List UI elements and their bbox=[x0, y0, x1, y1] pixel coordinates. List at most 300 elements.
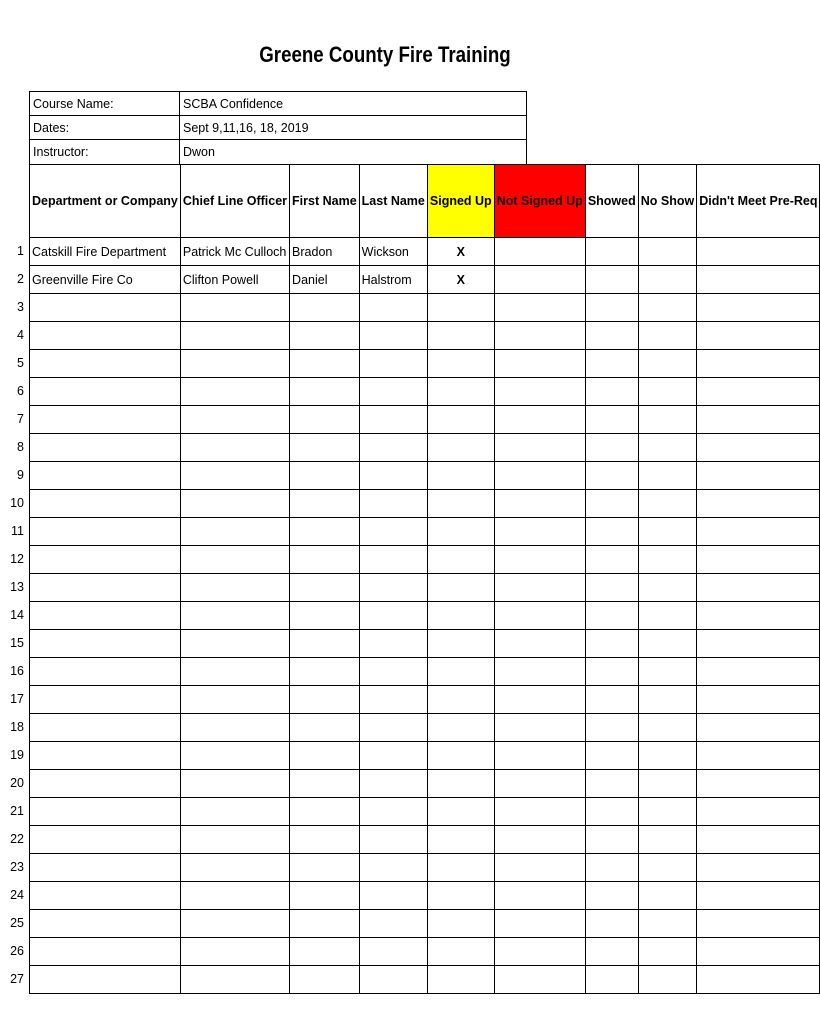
cell-didnt-meet[interactable] bbox=[697, 854, 820, 882]
cell-last[interactable] bbox=[359, 574, 427, 602]
cell-first[interactable] bbox=[290, 462, 360, 490]
cell-didnt-meet[interactable] bbox=[697, 546, 820, 574]
cell-didnt-meet[interactable] bbox=[697, 266, 820, 294]
cell-first[interactable] bbox=[290, 602, 360, 630]
cell-not-signed[interactable] bbox=[494, 826, 585, 854]
cell-last[interactable] bbox=[359, 294, 427, 322]
cell-last[interactable] bbox=[359, 742, 427, 770]
cell-no-show[interactable] bbox=[638, 490, 696, 518]
cell-first[interactable] bbox=[290, 322, 360, 350]
cell-not-signed[interactable] bbox=[494, 602, 585, 630]
table-row bbox=[30, 686, 820, 714]
course-info-block bbox=[29, 91, 527, 165]
cell-no-show[interactable] bbox=[638, 854, 696, 882]
cell-first[interactable] bbox=[290, 826, 360, 854]
cell-no-show[interactable] bbox=[638, 602, 696, 630]
cell-didnt-meet[interactable] bbox=[697, 238, 820, 266]
table-row bbox=[30, 490, 820, 518]
cell-last[interactable] bbox=[359, 882, 427, 910]
cell-didnt-meet[interactable] bbox=[697, 882, 820, 910]
cell-last[interactable] bbox=[359, 826, 427, 854]
cell-not-signed[interactable] bbox=[494, 714, 585, 742]
row-number: 14 bbox=[10, 608, 24, 622]
table-row bbox=[30, 238, 820, 266]
cell-showed[interactable] bbox=[585, 322, 638, 350]
cell-chief[interactable] bbox=[180, 770, 289, 798]
cell-chief[interactable] bbox=[180, 490, 289, 518]
cell-signed[interactable] bbox=[427, 686, 494, 714]
cell-department[interactable] bbox=[30, 406, 181, 434]
cell-signed[interactable] bbox=[427, 742, 494, 770]
cell-department[interactable] bbox=[30, 938, 181, 966]
cell-last[interactable] bbox=[359, 462, 427, 490]
cell-no-show[interactable] bbox=[638, 966, 696, 994]
cell-not-signed[interactable] bbox=[494, 882, 585, 910]
row-number: 3 bbox=[17, 300, 24, 314]
cell-last[interactable] bbox=[359, 910, 427, 938]
cell-signed[interactable] bbox=[427, 826, 494, 854]
cell-first[interactable] bbox=[290, 854, 360, 882]
cell-not-signed[interactable] bbox=[494, 322, 585, 350]
cell-chief[interactable]: Patrick Mc Culloch bbox=[180, 238, 289, 266]
cell-no-show[interactable] bbox=[638, 350, 696, 378]
cell-signed[interactable] bbox=[427, 322, 494, 350]
cell-not-signed[interactable] bbox=[494, 434, 585, 462]
cell-signed[interactable] bbox=[427, 966, 494, 994]
course-name-row bbox=[30, 92, 526, 116]
cell-first[interactable] bbox=[290, 546, 360, 574]
cell-chief[interactable] bbox=[180, 714, 289, 742]
table-row bbox=[30, 462, 820, 490]
header-last-name: Last Name bbox=[359, 165, 427, 238]
cell-not-signed[interactable] bbox=[494, 546, 585, 574]
cell-not-signed[interactable] bbox=[494, 518, 585, 546]
cell-no-show[interactable] bbox=[638, 910, 696, 938]
cell-showed[interactable] bbox=[585, 574, 638, 602]
cell-showed[interactable] bbox=[585, 294, 638, 322]
cell-showed[interactable] bbox=[585, 742, 638, 770]
cell-didnt-meet[interactable] bbox=[697, 602, 820, 630]
cell-department[interactable] bbox=[30, 434, 181, 462]
cell-showed[interactable] bbox=[585, 518, 638, 546]
cell-didnt-meet[interactable] bbox=[697, 322, 820, 350]
cell-not-signed[interactable] bbox=[494, 910, 585, 938]
cell-no-show[interactable] bbox=[638, 574, 696, 602]
cell-didnt-meet[interactable] bbox=[697, 518, 820, 546]
cell-showed[interactable] bbox=[585, 966, 638, 994]
header-didnt-meet-prereq: Didn't Meet Pre-Req bbox=[697, 165, 820, 238]
roster-body bbox=[30, 238, 820, 994]
cell-showed[interactable] bbox=[585, 826, 638, 854]
row-number: 10 bbox=[10, 496, 24, 510]
table-row bbox=[30, 938, 820, 966]
row-number: 19 bbox=[10, 748, 24, 762]
cell-department[interactable] bbox=[30, 630, 181, 658]
row-number: 16 bbox=[10, 664, 24, 678]
cell-chief[interactable] bbox=[180, 574, 289, 602]
cell-showed[interactable] bbox=[585, 434, 638, 462]
cell-first[interactable] bbox=[290, 294, 360, 322]
cell-showed[interactable] bbox=[585, 910, 638, 938]
row-number: 26 bbox=[10, 944, 24, 958]
cell-last[interactable] bbox=[359, 686, 427, 714]
cell-not-signed[interactable] bbox=[494, 770, 585, 798]
cell-signed[interactable] bbox=[427, 462, 494, 490]
cell-showed[interactable] bbox=[585, 798, 638, 826]
cell-not-signed[interactable] bbox=[494, 798, 585, 826]
cell-didnt-meet[interactable] bbox=[697, 378, 820, 406]
cell-last[interactable] bbox=[359, 406, 427, 434]
cell-department[interactable] bbox=[30, 518, 181, 546]
cell-signed[interactable] bbox=[427, 770, 494, 798]
cell-chief[interactable] bbox=[180, 742, 289, 770]
cell-last[interactable] bbox=[359, 546, 427, 574]
cell-signed[interactable] bbox=[427, 434, 494, 462]
dates-value: Sept 9,11,16, 18, 2019 bbox=[183, 121, 309, 135]
cell-department[interactable] bbox=[30, 322, 181, 350]
cell-signed[interactable] bbox=[427, 602, 494, 630]
cell-not-signed[interactable] bbox=[494, 378, 585, 406]
cell-department[interactable] bbox=[30, 294, 181, 322]
cell-department[interactable] bbox=[30, 462, 181, 490]
cell-first[interactable] bbox=[290, 630, 360, 658]
row-number: 9 bbox=[17, 468, 24, 482]
cell-first[interactable] bbox=[290, 742, 360, 770]
cell-showed[interactable] bbox=[585, 686, 638, 714]
cell-first[interactable] bbox=[290, 518, 360, 546]
cell-no-show[interactable] bbox=[638, 686, 696, 714]
cell-no-show[interactable] bbox=[638, 378, 696, 406]
cell-chief[interactable] bbox=[180, 826, 289, 854]
header-first-name: First Name bbox=[290, 165, 360, 238]
cell-department[interactable] bbox=[30, 658, 181, 686]
cell-not-signed[interactable] bbox=[494, 938, 585, 966]
table-row bbox=[30, 294, 820, 322]
cell-department[interactable] bbox=[30, 770, 181, 798]
roster-table bbox=[29, 164, 820, 994]
cell-department[interactable] bbox=[30, 910, 181, 938]
cell-signed[interactable] bbox=[427, 854, 494, 882]
cell-first[interactable] bbox=[290, 686, 360, 714]
cell-last[interactable] bbox=[359, 378, 427, 406]
cell-last[interactable] bbox=[359, 854, 427, 882]
table-row bbox=[30, 574, 820, 602]
cell-no-show[interactable] bbox=[638, 630, 696, 658]
cell-showed[interactable] bbox=[585, 714, 638, 742]
table-row bbox=[30, 602, 820, 630]
cell-didnt-meet[interactable] bbox=[697, 714, 820, 742]
header-chief-line-officer: Chief Line Officer bbox=[180, 165, 289, 238]
cell-no-show[interactable] bbox=[638, 882, 696, 910]
cell-department[interactable] bbox=[30, 854, 181, 882]
table-row bbox=[30, 966, 820, 994]
cell-not-signed[interactable] bbox=[494, 266, 585, 294]
cell-department[interactable] bbox=[30, 546, 181, 574]
cell-department[interactable]: Greenville Fire Co bbox=[30, 266, 181, 294]
row-number: 27 bbox=[10, 972, 24, 986]
cell-last[interactable] bbox=[359, 770, 427, 798]
row-number: 7 bbox=[17, 412, 24, 426]
table-row bbox=[30, 658, 820, 686]
cell-department[interactable] bbox=[30, 826, 181, 854]
cell-first[interactable] bbox=[290, 882, 360, 910]
cell-department[interactable] bbox=[30, 882, 181, 910]
cell-not-signed[interactable] bbox=[494, 686, 585, 714]
cell-first[interactable] bbox=[290, 770, 360, 798]
cell-last[interactable]: Halstrom bbox=[359, 266, 427, 294]
cell-signed[interactable] bbox=[427, 630, 494, 658]
cell-signed[interactable] bbox=[427, 518, 494, 546]
cell-didnt-meet[interactable] bbox=[697, 770, 820, 798]
cell-department[interactable] bbox=[30, 490, 181, 518]
cell-signed[interactable] bbox=[427, 658, 494, 686]
cell-last[interactable] bbox=[359, 966, 427, 994]
table-row bbox=[30, 322, 820, 350]
cell-department[interactable] bbox=[30, 602, 181, 630]
cell-chief[interactable] bbox=[180, 294, 289, 322]
table-row bbox=[30, 630, 820, 658]
cell-chief[interactable] bbox=[180, 518, 289, 546]
cell-not-signed[interactable] bbox=[494, 574, 585, 602]
cell-last[interactable] bbox=[359, 658, 427, 686]
cell-last[interactable] bbox=[359, 322, 427, 350]
cell-no-show[interactable] bbox=[638, 238, 696, 266]
cell-department[interactable]: Catskill Fire Department bbox=[30, 238, 181, 266]
cell-chief[interactable] bbox=[180, 938, 289, 966]
header-no-show: No Show bbox=[638, 165, 696, 238]
cell-not-signed[interactable] bbox=[494, 490, 585, 518]
cell-chief[interactable] bbox=[180, 658, 289, 686]
cell-no-show[interactable] bbox=[638, 658, 696, 686]
cell-chief[interactable] bbox=[180, 378, 289, 406]
cell-department[interactable] bbox=[30, 574, 181, 602]
cell-first[interactable] bbox=[290, 434, 360, 462]
row-number: 6 bbox=[17, 384, 24, 398]
cell-no-show[interactable] bbox=[638, 770, 696, 798]
cell-showed[interactable] bbox=[585, 406, 638, 434]
cell-last[interactable] bbox=[359, 490, 427, 518]
cell-signed[interactable]: X bbox=[427, 266, 494, 294]
cell-department[interactable] bbox=[30, 798, 181, 826]
cell-showed[interactable] bbox=[585, 462, 638, 490]
row-number: 1 bbox=[17, 244, 24, 258]
cell-chief[interactable] bbox=[180, 546, 289, 574]
cell-department[interactable] bbox=[30, 966, 181, 994]
header-row bbox=[30, 165, 820, 238]
cell-signed[interactable] bbox=[427, 714, 494, 742]
cell-no-show[interactable] bbox=[638, 322, 696, 350]
cell-chief[interactable] bbox=[180, 854, 289, 882]
cell-department[interactable] bbox=[30, 350, 181, 378]
cell-last[interactable] bbox=[359, 434, 427, 462]
cell-didnt-meet[interactable] bbox=[697, 826, 820, 854]
cell-department[interactable] bbox=[30, 686, 181, 714]
cell-no-show[interactable] bbox=[638, 826, 696, 854]
cell-showed[interactable] bbox=[585, 854, 638, 882]
table-row bbox=[30, 714, 820, 742]
cell-chief[interactable] bbox=[180, 882, 289, 910]
cell-no-show[interactable] bbox=[638, 938, 696, 966]
cell-didnt-meet[interactable] bbox=[697, 686, 820, 714]
cell-chief[interactable] bbox=[180, 350, 289, 378]
cell-department[interactable] bbox=[30, 378, 181, 406]
cell-showed[interactable] bbox=[585, 882, 638, 910]
instructor-row bbox=[30, 140, 526, 164]
cell-no-show[interactable] bbox=[638, 294, 696, 322]
cell-didnt-meet[interactable] bbox=[697, 798, 820, 826]
cell-first[interactable]: Bradon bbox=[290, 238, 360, 266]
dates-label: Dates: bbox=[30, 116, 180, 139]
cell-not-signed[interactable] bbox=[494, 742, 585, 770]
document-title: Greene County Fire Training bbox=[259, 42, 511, 67]
cell-showed[interactable] bbox=[585, 378, 638, 406]
cell-signed[interactable] bbox=[427, 350, 494, 378]
instructor-label: Instructor: bbox=[30, 140, 180, 164]
cell-didnt-meet[interactable] bbox=[697, 406, 820, 434]
row-number: 18 bbox=[10, 720, 24, 734]
cell-chief[interactable] bbox=[180, 966, 289, 994]
cell-signed[interactable] bbox=[427, 490, 494, 518]
cell-first[interactable] bbox=[290, 378, 360, 406]
cell-signed[interactable] bbox=[427, 910, 494, 938]
cell-didnt-meet[interactable] bbox=[697, 742, 820, 770]
cell-signed[interactable] bbox=[427, 378, 494, 406]
cell-first[interactable] bbox=[290, 714, 360, 742]
cell-showed[interactable] bbox=[585, 938, 638, 966]
cell-didnt-meet[interactable] bbox=[697, 966, 820, 994]
cell-chief[interactable]: Clifton Powell bbox=[180, 266, 289, 294]
cell-first[interactable] bbox=[290, 966, 360, 994]
cell-chief[interactable] bbox=[180, 434, 289, 462]
table-row bbox=[30, 910, 820, 938]
cell-chief[interactable] bbox=[180, 602, 289, 630]
cell-chief[interactable] bbox=[180, 910, 289, 938]
cell-not-signed[interactable] bbox=[494, 658, 585, 686]
cell-showed[interactable] bbox=[585, 546, 638, 574]
cell-didnt-meet[interactable] bbox=[697, 294, 820, 322]
cell-department[interactable] bbox=[30, 742, 181, 770]
table-row bbox=[30, 350, 820, 378]
cell-signed[interactable] bbox=[427, 406, 494, 434]
cell-didnt-meet[interactable] bbox=[697, 434, 820, 462]
cell-signed[interactable] bbox=[427, 798, 494, 826]
cell-didnt-meet[interactable] bbox=[697, 910, 820, 938]
cell-no-show[interactable] bbox=[638, 518, 696, 546]
cell-last[interactable]: Wickson bbox=[359, 238, 427, 266]
cell-not-signed[interactable] bbox=[494, 854, 585, 882]
cell-showed[interactable] bbox=[585, 266, 638, 294]
row-number: 20 bbox=[10, 776, 24, 790]
cell-showed[interactable] bbox=[585, 770, 638, 798]
cell-no-show[interactable] bbox=[638, 462, 696, 490]
table-row bbox=[30, 546, 820, 574]
cell-showed[interactable] bbox=[585, 602, 638, 630]
cell-last[interactable] bbox=[359, 630, 427, 658]
cell-signed[interactable] bbox=[427, 294, 494, 322]
table-row bbox=[30, 742, 820, 770]
row-number: 8 bbox=[17, 440, 24, 454]
cell-chief[interactable] bbox=[180, 322, 289, 350]
cell-first[interactable] bbox=[290, 406, 360, 434]
cell-didnt-meet[interactable] bbox=[697, 574, 820, 602]
cell-didnt-meet[interactable] bbox=[697, 350, 820, 378]
row-number: 2 bbox=[17, 272, 24, 286]
cell-didnt-meet[interactable] bbox=[697, 658, 820, 686]
cell-last[interactable] bbox=[359, 798, 427, 826]
cell-no-show[interactable] bbox=[638, 266, 696, 294]
cell-signed[interactable] bbox=[427, 546, 494, 574]
cell-signed[interactable] bbox=[427, 938, 494, 966]
cell-department[interactable] bbox=[30, 714, 181, 742]
cell-chief[interactable] bbox=[180, 406, 289, 434]
cell-last[interactable] bbox=[359, 938, 427, 966]
cell-not-signed[interactable] bbox=[494, 630, 585, 658]
row-number: 25 bbox=[10, 916, 24, 930]
row-number: 23 bbox=[10, 860, 24, 874]
cell-didnt-meet[interactable] bbox=[697, 462, 820, 490]
cell-first[interactable]: Daniel bbox=[290, 266, 360, 294]
cell-last[interactable] bbox=[359, 714, 427, 742]
cell-no-show[interactable] bbox=[638, 434, 696, 462]
table-row bbox=[30, 266, 820, 294]
cell-no-show[interactable] bbox=[638, 714, 696, 742]
row-number: 5 bbox=[17, 356, 24, 370]
header-department: Department or Company bbox=[30, 165, 181, 238]
cell-didnt-meet[interactable] bbox=[697, 938, 820, 966]
cell-not-signed[interactable] bbox=[494, 238, 585, 266]
course-name-value: SCBA Confidence bbox=[183, 97, 284, 111]
cell-chief[interactable] bbox=[180, 630, 289, 658]
cell-not-signed[interactable] bbox=[494, 966, 585, 994]
cell-showed[interactable] bbox=[585, 658, 638, 686]
table-row bbox=[30, 798, 820, 826]
cell-showed[interactable] bbox=[585, 238, 638, 266]
cell-no-show[interactable] bbox=[638, 798, 696, 826]
cell-chief[interactable] bbox=[180, 686, 289, 714]
cell-first[interactable] bbox=[290, 350, 360, 378]
table-row bbox=[30, 770, 820, 798]
cell-signed[interactable] bbox=[427, 882, 494, 910]
cell-showed[interactable] bbox=[585, 350, 638, 378]
cell-no-show[interactable] bbox=[638, 742, 696, 770]
cell-didnt-meet[interactable] bbox=[697, 630, 820, 658]
cell-first[interactable] bbox=[290, 490, 360, 518]
cell-not-signed[interactable] bbox=[494, 350, 585, 378]
cell-not-signed[interactable] bbox=[494, 406, 585, 434]
cell-first[interactable] bbox=[290, 658, 360, 686]
cell-chief[interactable] bbox=[180, 798, 289, 826]
cell-no-show[interactable] bbox=[638, 406, 696, 434]
cell-didnt-meet[interactable] bbox=[697, 490, 820, 518]
cell-no-show[interactable] bbox=[638, 546, 696, 574]
cell-chief[interactable] bbox=[180, 462, 289, 490]
cell-signed[interactable] bbox=[427, 574, 494, 602]
cell-first[interactable] bbox=[290, 910, 360, 938]
cell-showed[interactable] bbox=[585, 490, 638, 518]
table-row bbox=[30, 434, 820, 462]
cell-showed[interactable] bbox=[585, 630, 638, 658]
cell-first[interactable] bbox=[290, 938, 360, 966]
cell-last[interactable] bbox=[359, 518, 427, 546]
cell-not-signed[interactable] bbox=[494, 294, 585, 322]
cell-not-signed[interactable] bbox=[494, 462, 585, 490]
cell-last[interactable] bbox=[359, 350, 427, 378]
cell-first[interactable] bbox=[290, 574, 360, 602]
cell-last[interactable] bbox=[359, 602, 427, 630]
header-not-signed-up: Not Signed Up bbox=[494, 165, 585, 238]
cell-signed[interactable]: X bbox=[427, 238, 494, 266]
cell-first[interactable] bbox=[290, 798, 360, 826]
